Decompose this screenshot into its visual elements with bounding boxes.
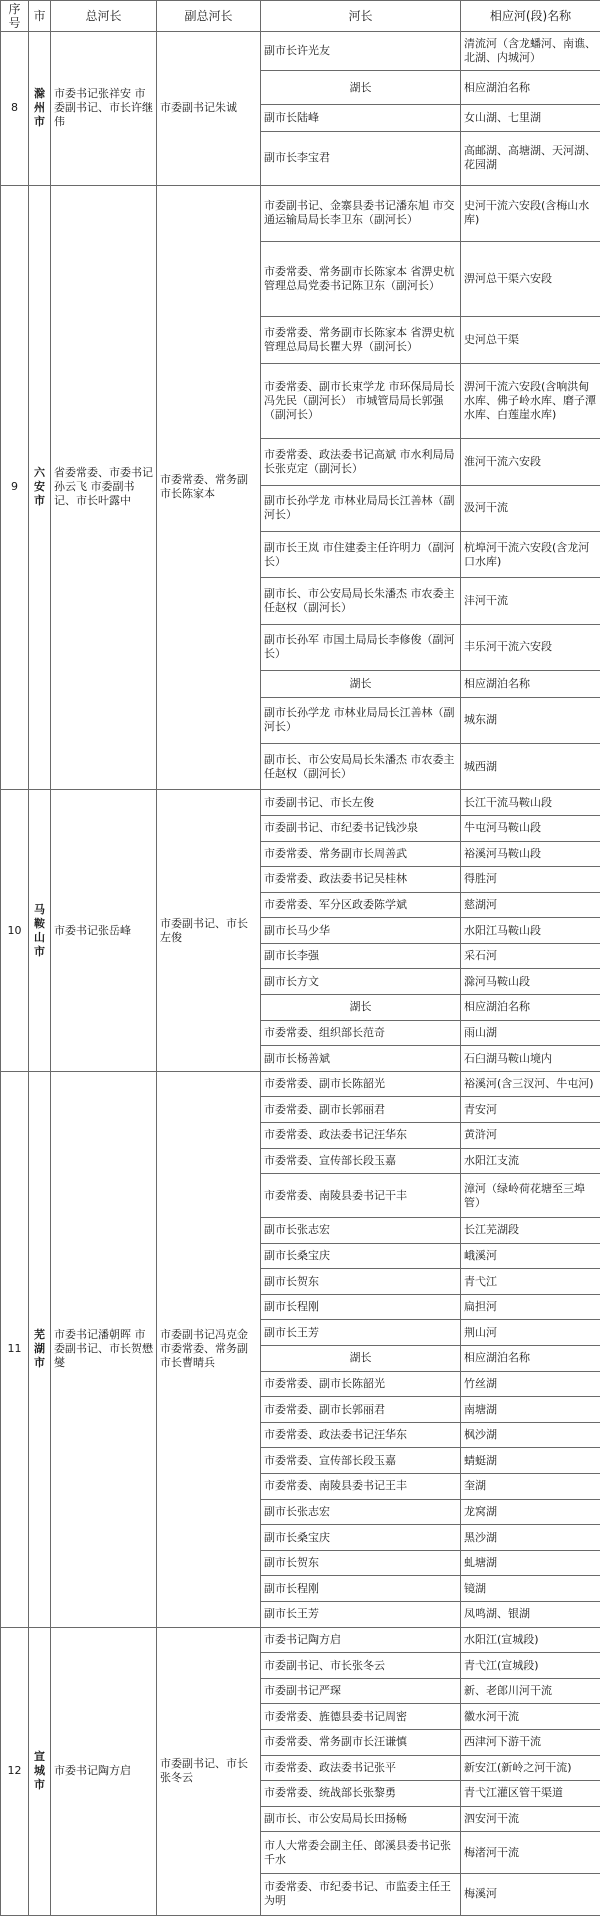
river-chief-cell: 副市长贺东	[261, 1269, 461, 1295]
river-chief-cell: 副市长、市公安局局长朱潘杰 市农委主任赵权（副河长）	[261, 743, 461, 789]
river-name-cell: 长江干流马鞍山段	[461, 790, 600, 816]
river-chief-cell: 市委副书记、市长张冬云	[261, 1653, 461, 1679]
river-chief-cell: 市委常委、常务副市长汪谦慎	[261, 1729, 461, 1755]
header-river-name: 相应河(段)名称	[461, 1, 600, 32]
river-name-cell: 丰乐河干流六安段	[461, 624, 600, 670]
lake-name-subheader: 相应湖泊名称	[461, 670, 600, 697]
river-chief-cell: 副市长张志宏	[261, 1499, 461, 1525]
chief-river-chief: 市委书记陶方启	[51, 1627, 157, 1915]
row-index: 9	[1, 185, 29, 790]
river-chief-cell: 市委常委、宣传部长段玉嘉	[261, 1448, 461, 1474]
river-chief-cell: 市委副书记、市长左俊	[261, 790, 461, 816]
river-chief-cell: 市委常委、组织部长范奇	[261, 1020, 461, 1046]
river-chief-cell: 副市长王芳	[261, 1320, 461, 1346]
lake-chief-subheader: 湖长	[261, 71, 461, 105]
table-row	[1, 32, 600, 71]
river-name-cell: 新安江(新岭之河干流)	[461, 1755, 600, 1781]
river-chief-cell: 市委常委、政法委书记吴桂林	[261, 867, 461, 893]
river-name-cell: 雨山湖	[461, 1020, 600, 1046]
river-name-cell: 水阳江马鞍山段	[461, 918, 600, 944]
river-chief-cell: 市委常委、市纪委书记、市监委主任王为明	[261, 1873, 461, 1915]
river-name-cell: 石臼湖马鞍山境内	[461, 1046, 600, 1072]
table-row	[1, 1071, 600, 1097]
river-name-cell: 黄浒河	[461, 1123, 600, 1149]
river-chief-cell: 市委常委、政法委书记汪华东	[261, 1422, 461, 1448]
river-name-cell: 采石河	[461, 943, 600, 969]
river-chief-cell: 副市长李强	[261, 943, 461, 969]
vice-chief-river-chief: 市委常委、常务副市长陈家本	[157, 185, 261, 790]
river-name-cell: 青弋江灌区管干渠道	[461, 1781, 600, 1807]
river-chief-cell: 市委常委、常务副市长陈家本 省淠史杭管理总局党委书记陈卫东（副河长）	[261, 241, 461, 317]
river-chief-cell: 副市长李宝君	[261, 131, 461, 185]
lake-chief-subheader: 湖长	[261, 1346, 461, 1372]
river-chief-cell: 副市长桑宝庆	[261, 1243, 461, 1269]
river-name-cell: 峨溪河	[461, 1243, 600, 1269]
river-chief-cell: 市委常委、副市长陈韶光	[261, 1371, 461, 1397]
river-name-cell: 牛屯河马鞍山段	[461, 815, 600, 841]
river-name-cell: 扁担河	[461, 1294, 600, 1320]
river-name-cell: 荆山河	[461, 1320, 600, 1346]
row-index: 8	[1, 32, 29, 186]
header-chief: 总河长	[51, 1, 157, 32]
row-index: 10	[1, 790, 29, 1072]
river-name-cell: 徽水河干流	[461, 1704, 600, 1730]
header-no: 序号	[1, 1, 29, 32]
river-name-cell: 梅渚河干流	[461, 1832, 600, 1873]
river-name-cell: 沣河干流	[461, 578, 600, 624]
vice-chief-river-chief: 市委副书记、市长张冬云	[157, 1627, 261, 1915]
lake-name-subheader: 相应湖泊名称	[461, 1346, 600, 1372]
river-chief-cell: 副市长杨善斌	[261, 1046, 461, 1072]
vice-chief-river-chief: 市委副书记朱诚	[157, 32, 261, 186]
river-name-cell: 高邮湖、高塘湖、天河湖、花园湖	[461, 131, 600, 185]
river-chief-cell: 市委副书记、市纪委书记钱沙泉	[261, 815, 461, 841]
river-chief-cell: 副市长、市公安局局长田扬畅	[261, 1806, 461, 1832]
river-name-cell: 汲河干流	[461, 485, 600, 531]
river-chief-cell: 市委副书记严琛	[261, 1678, 461, 1704]
river-name-cell: 城西湖	[461, 743, 600, 789]
river-chief-cell: 市委常委、常务副市长陈家本 省淠史杭管理总局局长瞿大界（副河长）	[261, 317, 461, 363]
lake-chief-subheader: 湖长	[261, 670, 461, 697]
table-row	[1, 790, 600, 816]
river-name-cell: 女山湖、七里湖	[461, 105, 600, 132]
river-chief-cell: 市委常委、副市长束学龙 市环保局局长冯先民（副河长） 市城管局局长郭强（副河长）	[261, 363, 461, 439]
river-chief-cell: 市委书记陶方启	[261, 1627, 461, 1653]
river-name-cell: 城东湖	[461, 697, 600, 743]
river-chief-cell: 副市长孙军 市国土局局长李修俊（副河长）	[261, 624, 461, 670]
lake-name-subheader: 相应湖泊名称	[461, 71, 600, 105]
chief-river-chief: 省委常委、市委书记孙云飞 市委副书记、市长叶露中	[51, 185, 157, 790]
river-name-cell: 裕溪河马鞍山段	[461, 841, 600, 867]
lake-chief-subheader: 湖长	[261, 995, 461, 1021]
river-chief-cell: 市委常委、南陵县委书记干丰	[261, 1174, 461, 1218]
table-row	[1, 1627, 600, 1653]
chief-river-chief: 市委书记张祥安 市委副书记、市长许继伟	[51, 32, 157, 186]
river-name-cell: 水阳江(宣城段)	[461, 1627, 600, 1653]
river-chief-cell: 市委常委、副市长郭丽君	[261, 1097, 461, 1123]
river-chief-cell: 副市长孙学龙 市林业局局长江善林（副河长）	[261, 697, 461, 743]
river-chief-cell: 副市长陆峰	[261, 105, 461, 132]
river-name-cell: 南塘湖	[461, 1397, 600, 1423]
river-name-cell: 裕溪河(含三汊河、牛屯河)	[461, 1071, 600, 1097]
river-name-cell: 西津河下游干流	[461, 1729, 600, 1755]
river-chief-cell: 副市长马少华	[261, 918, 461, 944]
header-row	[1, 1, 600, 32]
river-chief-cell: 副市长张志宏	[261, 1218, 461, 1244]
row-index: 11	[1, 1071, 29, 1627]
river-name-cell: 杭埠河干流六安段(含龙河口水库)	[461, 531, 600, 577]
river-name-cell: 泗安河干流	[461, 1806, 600, 1832]
city-name: 滁州市	[29, 32, 51, 186]
river-chief-cell: 副市长桑宝庆	[261, 1525, 461, 1551]
header-river-chief: 河长	[261, 1, 461, 32]
river-chief-cell: 副市长孙学龙 市林业局局长江善林（副河长）	[261, 485, 461, 531]
header-city: 市	[29, 1, 51, 32]
river-chief-cell: 市委常委、政法委书记张平	[261, 1755, 461, 1781]
city-name: 马鞍山市	[29, 790, 51, 1072]
river-name-cell: 淠河干流六安段(含响洪甸水库、佛子岭水库、磨子潭水库、白莲崖水库)	[461, 363, 600, 439]
river-chief-cell: 市委常委、政法委书记汪华东	[261, 1123, 461, 1149]
river-name-cell: 史河总干渠	[461, 317, 600, 363]
river-name-cell: 蜻蜓湖	[461, 1448, 600, 1474]
river-chief-cell: 市委常委、宣传部长段玉嘉	[261, 1148, 461, 1174]
river-chief-cell: 市委常委、军分区政委陈学斌	[261, 892, 461, 918]
river-chief-cell: 副市长许光友	[261, 32, 461, 71]
vice-chief-river-chief: 市委副书记、市长左俊	[157, 790, 261, 1072]
city-name: 芜湖市	[29, 1071, 51, 1627]
river-name-cell: 史河干流六安段(含梅山水库)	[461, 185, 600, 241]
river-chief-cell: 副市长方文	[261, 969, 461, 995]
chief-river-chief: 市委书记张岳峰	[51, 790, 157, 1072]
river-name-cell: 水阳江支流	[461, 1148, 600, 1174]
river-name-cell: 慈湖河	[461, 892, 600, 918]
lake-name-subheader: 相应湖泊名称	[461, 995, 600, 1021]
city-name: 宣城市	[29, 1627, 51, 1915]
river-name-cell: 漳河（绿岭荷花塘至三埠管）	[461, 1174, 600, 1218]
river-chief-cell: 市委常委、常务副市长周善武	[261, 841, 461, 867]
river-name-cell: 得胜河	[461, 867, 600, 893]
river-name-cell: 镜湖	[461, 1576, 600, 1602]
river-name-cell: 龙窝湖	[461, 1499, 600, 1525]
river-name-cell: 奎湖	[461, 1474, 600, 1500]
river-name-cell: 竹丝湖	[461, 1371, 600, 1397]
river-chief-cell: 市委常委、副市长陈韶光	[261, 1071, 461, 1097]
river-name-cell: 黑沙湖	[461, 1525, 600, 1551]
river-name-cell: 新、老郎川河干流	[461, 1678, 600, 1704]
river-chief-cell: 副市长程刚	[261, 1576, 461, 1602]
river-name-cell: 滁河马鞍山段	[461, 969, 600, 995]
river-chief-cell: 副市长王岚 市住建委主任许明力（副河长）	[261, 531, 461, 577]
river-name-cell: 枫沙湖	[461, 1422, 600, 1448]
river-chief-cell: 副市长、市公安局局长朱潘杰 市农委主任赵权（副河长）	[261, 578, 461, 624]
table-row	[1, 185, 600, 241]
river-chief-cell: 市人大常委会副主任、郎溪县委书记张千水	[261, 1832, 461, 1873]
river-chief-cell: 市委常委、统战部长张黎勇	[261, 1781, 461, 1807]
river-chief-cell: 市委常委、旌德县委书记周密	[261, 1704, 461, 1730]
river-chief-cell: 市委常委、副市长郭丽君	[261, 1397, 461, 1423]
river-name-cell: 淮河干流六安段	[461, 439, 600, 485]
river-name-cell: 虬塘湖	[461, 1550, 600, 1576]
river-chief-cell: 副市长程刚	[261, 1294, 461, 1320]
river-name-cell: 青弋江	[461, 1269, 600, 1295]
river-name-cell: 清流河（含龙蟠河、南谯、北湖、内城河）	[461, 32, 600, 71]
river-name-cell: 淠河总干渠六安段	[461, 241, 600, 317]
river-chief-cell: 市委常委、南陵县委书记王丰	[261, 1474, 461, 1500]
river-name-cell: 青安河	[461, 1097, 600, 1123]
river-name-cell: 凤鸣湖、银湖	[461, 1602, 600, 1628]
river-name-cell: 长江芜湖段	[461, 1218, 600, 1244]
river-chief-cell: 市委副书记、金寨县委书记潘东旭 市交通运输局局长李卫东（副河长）	[261, 185, 461, 241]
river-chief-cell: 市委常委、政法委书记高斌 市水利局局长张克定（副河长）	[261, 439, 461, 485]
river-chief-cell: 副市长贺东	[261, 1550, 461, 1576]
river-name-cell: 青弋江(宣城段)	[461, 1653, 600, 1679]
chief-river-chief: 市委书记潘朝晖 市委副书记、市长贺懋燮	[51, 1071, 157, 1627]
table-body	[1, 32, 600, 1916]
river-chief-cell: 副市长王芳	[261, 1602, 461, 1628]
city-name: 六安市	[29, 185, 51, 790]
header-vice: 副总河长	[157, 1, 261, 32]
river-name-cell: 梅溪河	[461, 1873, 600, 1915]
vice-chief-river-chief: 市委副书记冯克金 市委常委、常务副市长曹晴兵	[157, 1071, 261, 1627]
row-index: 12	[1, 1627, 29, 1915]
